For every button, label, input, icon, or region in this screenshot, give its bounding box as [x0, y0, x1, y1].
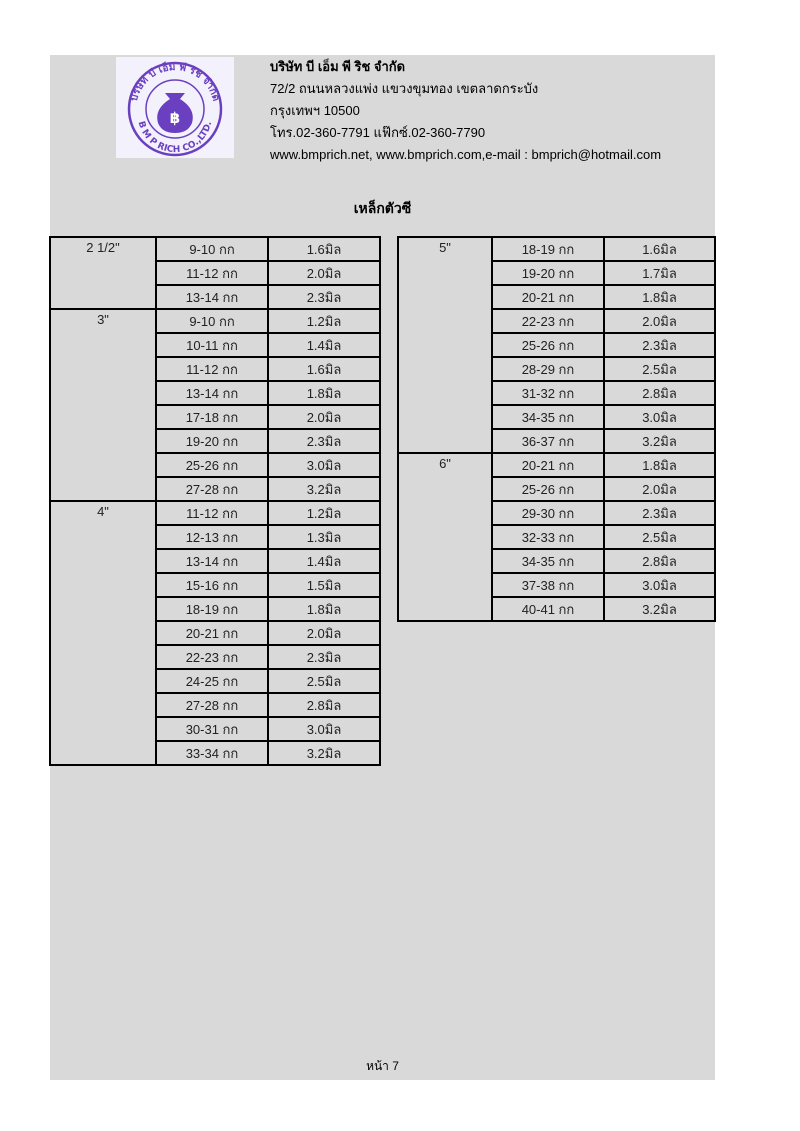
- weight-cell: 13-14 กก: [156, 381, 268, 405]
- logo-baht-symbol: ฿: [169, 109, 181, 127]
- weight-cell: 30-31 กก: [156, 717, 268, 741]
- thickness-cell: 2.8มิล: [268, 693, 380, 717]
- thickness-cell: 2.3มิล: [268, 285, 380, 309]
- thickness-cell: 1.3มิล: [268, 525, 380, 549]
- thickness-cell: 2.0มิล: [604, 309, 715, 333]
- logo-arc-bottom-text: B M P RICH CO.,LTD.: [135, 120, 215, 156]
- thickness-cell: 2.3มิล: [604, 333, 715, 357]
- thickness-cell: 2.5มิล: [268, 669, 380, 693]
- thickness-cell: 1.4มิล: [268, 333, 380, 357]
- weight-cell: 28-29 กก: [492, 357, 604, 381]
- weight-cell: 34-35 กก: [492, 405, 604, 429]
- weight-cell: 18-19 กก: [156, 597, 268, 621]
- weight-cell: 25-26 กก: [492, 477, 604, 501]
- table-row: [398, 453, 715, 477]
- page-number: หน้า 7: [366, 1059, 399, 1073]
- thickness-cell: 1.7มิล: [604, 261, 715, 285]
- weight-cell: 29-30 กก: [492, 501, 604, 525]
- thickness-cell: 1.5มิล: [268, 573, 380, 597]
- thickness-cell: 3.0มิล: [604, 405, 715, 429]
- weight-cell: 22-23 กก: [492, 309, 604, 333]
- weight-cell: 25-26 กก: [492, 333, 604, 357]
- company-name: บริษัท บี เอ็ม พี ริช จำกัด: [270, 59, 406, 74]
- weight-cell: 11-12 กก: [156, 261, 268, 285]
- weight-cell: 17-18 กก: [156, 405, 268, 429]
- thickness-cell: 2.0มิล: [268, 621, 380, 645]
- thickness-cell: 1.4มิล: [268, 549, 380, 573]
- thickness-cell: 3.2มิล: [268, 741, 380, 765]
- thickness-cell: 2.3มิล: [268, 429, 380, 453]
- size-cell: 6": [398, 453, 492, 621]
- thickness-cell: 2.0มิล: [604, 477, 715, 501]
- company-address-line1: 72/2 ถนนหลวงแพ่ง แขวงขุมทอง เขตลาดกระบัง: [270, 81, 539, 96]
- size-cell: 3": [50, 309, 156, 501]
- table-row: [398, 237, 715, 261]
- weight-cell: 27-28 กก: [156, 477, 268, 501]
- thickness-cell: 2.0มิล: [268, 261, 380, 285]
- weight-cell: 20-21 กก: [156, 621, 268, 645]
- weight-cell: 31-32 กก: [492, 381, 604, 405]
- thickness-cell: 2.3มิล: [268, 645, 380, 669]
- table-row: [50, 309, 380, 333]
- thickness-cell: 3.2มิล: [268, 477, 380, 501]
- table-row: [50, 501, 380, 525]
- company-phone-fax: โทร.02-360-7791 แฟ๊กซ์.02-360-7790: [270, 125, 486, 140]
- weight-cell: 11-12 กก: [156, 501, 268, 525]
- weight-cell: 32-33 กก: [492, 525, 604, 549]
- weight-cell: 11-12 กก: [156, 357, 268, 381]
- thickness-cell: 3.2มิล: [604, 597, 715, 621]
- thickness-cell: 2.5มิล: [604, 357, 715, 381]
- thickness-cell: 1.2มิล: [268, 309, 380, 333]
- company-logo: [116, 57, 234, 158]
- weight-cell: 9-10 กก: [156, 237, 268, 261]
- size-cell: 2 1/2": [50, 237, 156, 309]
- weight-cell: 40-41 กก: [492, 597, 604, 621]
- weight-cell: 13-14 กก: [156, 285, 268, 309]
- spec-table-left: [49, 236, 381, 766]
- thickness-cell: 3.0มิล: [268, 453, 380, 477]
- weight-cell: 20-21 กก: [492, 285, 604, 309]
- weight-cell: 19-20 กก: [156, 429, 268, 453]
- weight-cell: 12-13 กก: [156, 525, 268, 549]
- thickness-cell: 3.2มิล: [604, 429, 715, 453]
- spec-table-right: [397, 236, 716, 622]
- weight-cell: 18-19 กก: [492, 237, 604, 261]
- weight-cell: 9-10 กก: [156, 309, 268, 333]
- thickness-cell: 1.6มิล: [268, 357, 380, 381]
- weight-cell: 33-34 กก: [156, 741, 268, 765]
- weight-cell: 22-23 กก: [156, 645, 268, 669]
- weight-cell: 36-37 กก: [492, 429, 604, 453]
- thickness-cell: 1.8มิล: [268, 381, 380, 405]
- weight-cell: 27-28 กก: [156, 693, 268, 717]
- company-address-line2: กรุงเทพฯ 10500: [270, 103, 360, 118]
- thickness-cell: 1.6มิล: [268, 237, 380, 261]
- thickness-cell: 2.5มิล: [604, 525, 715, 549]
- weight-cell: 20-21 กก: [492, 453, 604, 477]
- document-title: เหล็กตัวซี: [353, 200, 412, 216]
- weight-cell: 19-20 กก: [492, 261, 604, 285]
- thickness-cell: 2.0มิล: [268, 405, 380, 429]
- thickness-cell: 2.8มิล: [604, 549, 715, 573]
- thickness-cell: 2.3มิล: [604, 501, 715, 525]
- thickness-cell: 3.0มิล: [268, 717, 380, 741]
- weight-cell: 37-38 กก: [492, 573, 604, 597]
- company-web-email: www.bmprich.net, www.bmprich.com,e-mail : bmprich@hotmail.com: [270, 147, 662, 162]
- weight-cell: 25-26 กก: [156, 453, 268, 477]
- weight-cell: 24-25 กก: [156, 669, 268, 693]
- thickness-cell: 1.6มิล: [604, 237, 715, 261]
- company-info: [270, 56, 710, 166]
- thickness-cell: 1.8มิล: [604, 285, 715, 309]
- thickness-cell: 2.8มิล: [604, 381, 715, 405]
- logo-seal-icon: [116, 57, 234, 158]
- logo-arc-top-text: บริษัท บี เอ็ม พี ริช จำกัด: [128, 61, 222, 103]
- thickness-cell: 3.0มิล: [604, 573, 715, 597]
- weight-cell: 10-11 กก: [156, 333, 268, 357]
- weight-cell: 13-14 กก: [156, 549, 268, 573]
- size-cell: 4": [50, 501, 156, 765]
- table-row: [50, 237, 380, 261]
- thickness-cell: 1.2มิล: [268, 501, 380, 525]
- thickness-cell: 1.8มิล: [268, 597, 380, 621]
- weight-cell: 34-35 กก: [492, 549, 604, 573]
- thickness-cell: 1.8มิล: [604, 453, 715, 477]
- size-cell: 5": [398, 237, 492, 453]
- weight-cell: 15-16 กก: [156, 573, 268, 597]
